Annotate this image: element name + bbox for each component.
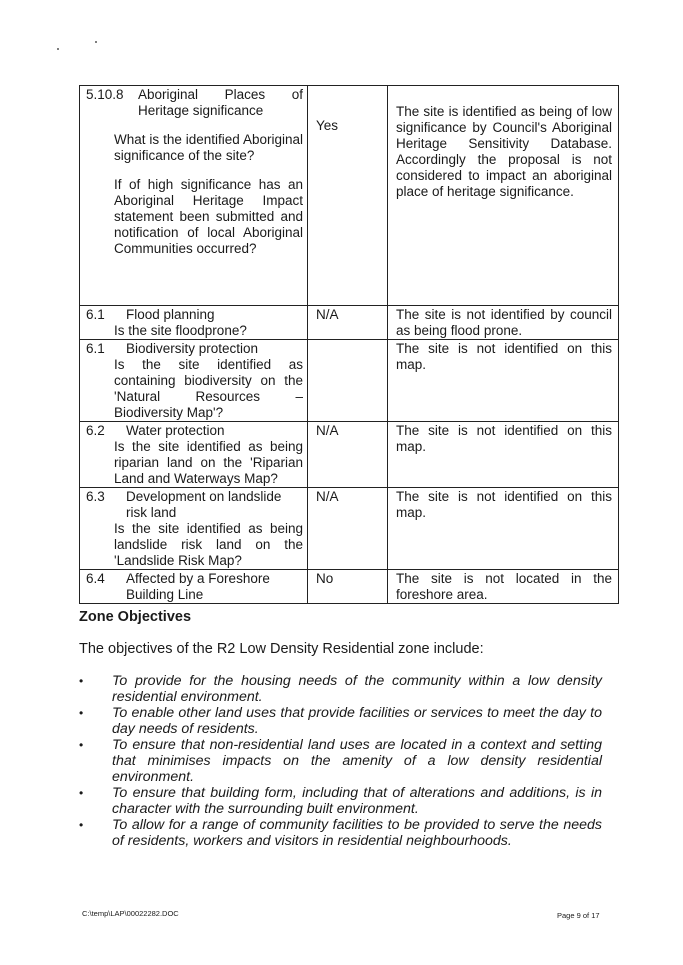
list-item bbox=[79, 786, 602, 817]
answer-text: No bbox=[316, 571, 334, 586]
bullet-icon: • bbox=[79, 786, 84, 801]
footer-file-path: C:\temp\LAP\00022282.DOC bbox=[82, 909, 179, 918]
comment-cell bbox=[388, 340, 619, 422]
list-item bbox=[79, 738, 602, 785]
table-row bbox=[80, 422, 619, 488]
answer-cell bbox=[308, 86, 388, 306]
clause-number: 5.10.8 bbox=[86, 87, 124, 102]
scan-speck bbox=[57, 48, 59, 50]
comment-text: The site is not identified by council as being flood prone. bbox=[396, 307, 612, 338]
clause-cell bbox=[80, 422, 308, 488]
clause-cell bbox=[80, 340, 308, 422]
bullet-icon: • bbox=[79, 818, 84, 833]
clause-number: 6.2 bbox=[86, 423, 105, 438]
answer-text: N/A bbox=[316, 307, 339, 322]
clause-cell bbox=[80, 570, 308, 604]
clause-question: If of high significance has an Aboriginal Heritage Impact statement been submitted and notification of local Aboriginal Communities occurred? bbox=[114, 177, 303, 256]
clause-title: Affected by a Foreshore Building Line bbox=[126, 571, 270, 602]
section-intro: The objectives of the R2 Low Density Residential zone include: bbox=[79, 641, 484, 657]
comment-text: The site is identified as being of low significance by Council's Aboriginal Heritage Sensitivity Database. Accordingly the proposal is not considered to impact an aboriginal place of heritage significance. bbox=[396, 104, 612, 199]
assessment-table bbox=[79, 85, 619, 604]
table-row bbox=[80, 340, 619, 422]
comment-cell bbox=[388, 488, 619, 570]
footer-page-number: Page 9 of 17 bbox=[557, 911, 600, 920]
clause-cell bbox=[80, 488, 308, 570]
clause-title: Flood planning bbox=[126, 307, 215, 322]
bullet-icon: • bbox=[79, 738, 84, 753]
list-item bbox=[79, 818, 602, 849]
clause-title: Water protection bbox=[126, 423, 225, 438]
clause-question: Is the site identified as being riparian land on the 'Riparian Land and Waterways Map? bbox=[114, 439, 303, 486]
clause-number: 6.1 bbox=[86, 341, 105, 356]
comment-cell bbox=[388, 422, 619, 488]
clause-question: Is the site floodprone? bbox=[114, 323, 247, 338]
table-row bbox=[80, 570, 619, 604]
table-row bbox=[80, 306, 619, 340]
clause-number: 6.3 bbox=[86, 489, 105, 504]
comment-cell bbox=[388, 86, 619, 306]
objective-text: To allow for a range of community facilities to be provided to serve the needs of residents, workers and visitors in residential neighbourhoods. bbox=[112, 817, 602, 849]
clause-title: Biodiversity protection bbox=[126, 341, 259, 356]
scan-speck bbox=[95, 41, 97, 43]
objective-text: To provide for the housing needs of the community within a low density residential environment. bbox=[112, 673, 602, 705]
answer-text: N/A bbox=[316, 489, 339, 504]
clause-question: What is the identified Aboriginal significance of the site? bbox=[114, 132, 303, 163]
clause-number: 6.1 bbox=[86, 307, 105, 322]
comment-text: The site is not identified on this map. bbox=[396, 341, 612, 372]
answer-cell bbox=[308, 306, 388, 340]
section-heading: Zone Objectives bbox=[79, 609, 192, 625]
clause-question: Is the site identified as containing biodiversity on the 'Natural Resources – Biodiversity Map'? bbox=[114, 357, 303, 420]
list-item bbox=[79, 706, 602, 737]
comment-cell bbox=[388, 570, 619, 604]
comment-text: The site is not identified on this map. bbox=[396, 423, 612, 454]
table-row bbox=[80, 488, 619, 570]
answer-text: Yes bbox=[316, 118, 339, 133]
answer-cell bbox=[308, 488, 388, 570]
clause-question: Is the site identified as being landslide risk land on the 'Landslide Risk Map? bbox=[114, 521, 303, 568]
objectives-list bbox=[79, 674, 602, 851]
clause-number: 6.4 bbox=[86, 571, 105, 586]
comment-cell bbox=[388, 306, 619, 340]
bullet-icon: • bbox=[79, 706, 84, 721]
comment-text: The site is not located in the foreshore area. bbox=[396, 571, 612, 602]
answer-text: N/A bbox=[316, 423, 339, 438]
clause-cell bbox=[80, 306, 308, 340]
answer-cell bbox=[308, 422, 388, 488]
bullet-icon: • bbox=[79, 674, 84, 688]
clause-title: Aboriginal Places of Heritage significance bbox=[138, 87, 303, 118]
clause-title: Development on landslide risk land bbox=[126, 489, 282, 520]
objective-text: To ensure that non-residential land uses are located in a context and setting that minimises impacts on the amenity of a low density residential environment. bbox=[112, 737, 602, 785]
answer-cell bbox=[308, 340, 388, 422]
comment-text: The site is not identified on this map. bbox=[396, 489, 612, 520]
table-row bbox=[80, 86, 619, 306]
clause-cell bbox=[80, 86, 308, 306]
answer-cell bbox=[308, 570, 388, 604]
objective-text: To enable other land uses that provide facilities or services to meet the day to day needs of residents. bbox=[112, 705, 602, 737]
objective-text: To ensure that building form, including that of alterations and additions, is in character with the surrounding built environment. bbox=[112, 785, 602, 817]
list-item bbox=[79, 674, 602, 705]
